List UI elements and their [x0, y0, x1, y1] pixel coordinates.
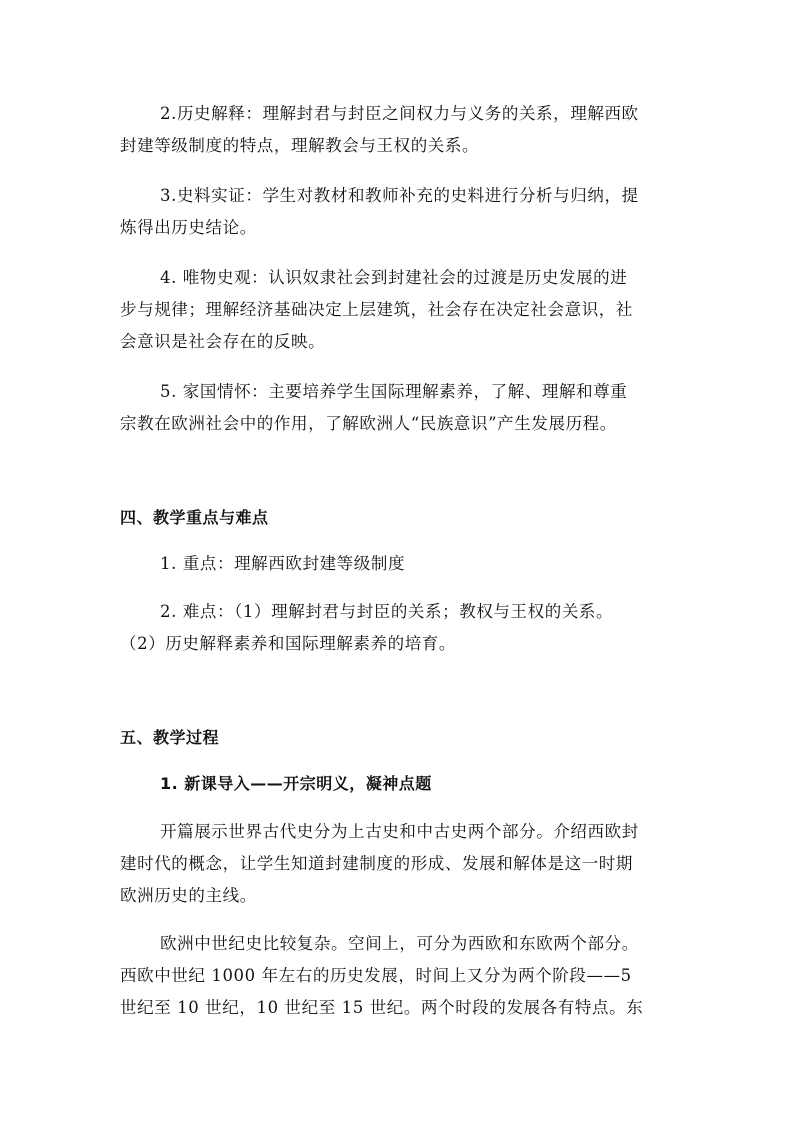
text-line: 欧洲历史的主线。: [120, 886, 257, 905]
text-line: 会意识是社会存在的反映。: [120, 332, 326, 351]
text-line: 1. 重点：理解西欧封建等级制度: [160, 554, 406, 573]
text-line: 欧洲中世纪史比较复杂。空间上，可分为西欧和东欧两个部分。: [160, 934, 639, 953]
text-line: 世纪至 10 世纪，10 世纪至 15 世纪。两个时段的发展各有特点。东: [120, 998, 644, 1017]
difficulty-point: [120, 596, 680, 660]
goal-patriotism: [120, 376, 680, 440]
text-line: 5. 家国情怀：主要培养学生国际理解素养，了解、理解和尊重: [160, 382, 628, 401]
goal-materialism: [120, 262, 680, 358]
section-heading-teaching-process: 五、教学过程: [120, 728, 220, 747]
text-line: 2. 难点：（1）理解封君与封臣的关系；教权与王权的关系。: [160, 602, 614, 621]
text-line: 步与规律；理解经济基础决定上层建筑，社会存在决定社会意识，社: [120, 300, 633, 319]
key-point: [120, 548, 680, 580]
text-line: 3.史料实证：学生对教材和教师补充的史料进行分析与归纳，提: [160, 186, 639, 205]
text-line: 1. 新课导入——开宗明义，凝神点题: [160, 774, 432, 793]
text-line: 建时代的概念，让学生知道封建制度的形成、发展和解体是这一时期: [120, 854, 633, 873]
text-line: 炼得出历史结论。: [120, 218, 257, 237]
text-line: 开篇展示世界古代史分为上古史和中古史两个部分。介绍西欧封: [160, 822, 639, 841]
text-line: 封建等级制度的特点，理解教会与王权的关系。: [120, 136, 480, 155]
medieval-europe-paragraph: [120, 928, 680, 1024]
goal-evidence: [120, 180, 680, 244]
text-line: 宗教在欧洲社会中的作用，了解欧洲人“民族意识”产生发展历程。: [120, 414, 617, 433]
text-line: 2.历史解释：理解封君与封臣之间权力与义务的关系，理解西欧: [160, 104, 639, 123]
text-line: （2）历史解释素养和国际理解素养的培育。: [120, 634, 456, 653]
section-heading-key-points: 四、教学重点与难点: [120, 508, 269, 527]
sub-heading-introduction: [120, 768, 680, 800]
goal-historical-interpretation: [120, 98, 680, 162]
text-line: 4. 唯物史观：认识奴隶社会到封建社会的过渡是历史发展的进: [160, 268, 628, 287]
intro-paragraph: [120, 816, 680, 912]
text-line: 西欧中世纪 1000 年左右的历史发展，时间上又分为两个阶段——5: [120, 966, 632, 985]
